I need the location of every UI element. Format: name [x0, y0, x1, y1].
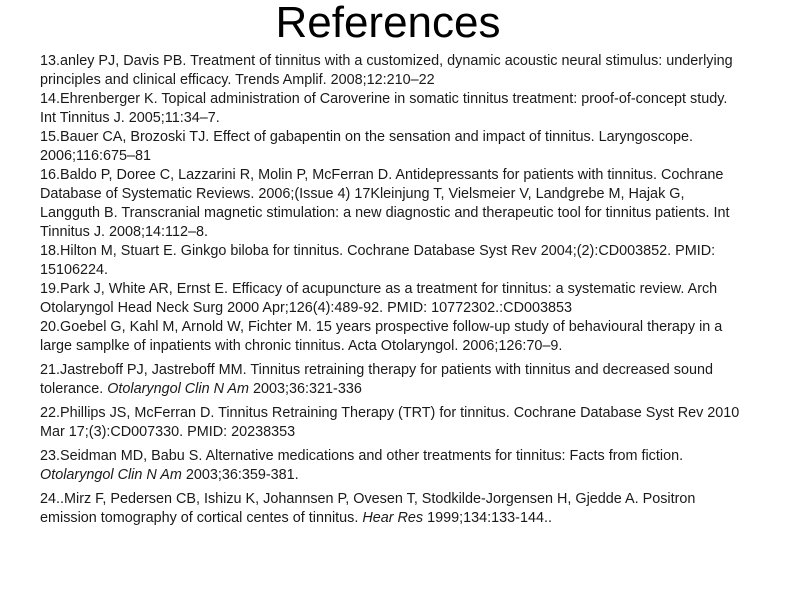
journal-name: Otolaryngol Clin N Am [40, 467, 182, 483]
journal-name: Hear Res [362, 510, 424, 526]
reference-citation: 2003;36:321-336 [249, 381, 362, 397]
reference-item-21 [40, 361, 740, 399]
slide-title: References [275, 0, 501, 47]
reference-item-16-17: 16.Baldo P, Doree C, Lazzarini R, Molin P, McFerran D. Antidepressants for patients with tinnitus. Cochrane Database of Systematic Reviews. 2006;(Issue 4) 17Kleinjung T, Vielsmeier V, Landgrebe M, Hajak G, Langguth B. Transcranial magnetic stimulation: a new diagnostic and therapeutic tool for tinnitus patients. Int Tinnitus J. 2008;14:112–8. [40, 167, 730, 240]
reference-item-19: 19.Park J, White AR, Ernst E. Efficacy of acupuncture as a treatment for tinnitus: a systematic review. Arch Otolaryngol Head Neck Surg 2000 Apr;126(4):489-92. PMID: 10772302.:CD003853 [40, 281, 718, 316]
references-list [40, 52, 740, 528]
reference-item-13: 13.anley PJ, Davis PB. Treatment of tinnitus with a customized, dynamic acoustic neural stimulus: underlying principles and clinical efficacy. Trends Amplif. 2008;12:210–22 [40, 53, 733, 88]
reference-item-15: 15.Bauer CA, Brozoski TJ. Effect of gabapentin on the sensation and impact of tinnitus. Laryngoscope. 2006;116:675–81 [40, 129, 694, 164]
reference-item-20: 20.Goebel G, Kahl M, Arnold W, Fichter M. 15 years prospective follow-up study of behavioural therapy in a large samplke of inpatients with chronic tinnitus. Acta Otolaryngol. 2006;126:70–9. [40, 319, 723, 354]
reference-text: 24..Mirz F, Pedersen CB, Ishizu K, Johannsen P, Ovesen T, Stodkilde-Jorgensen H, Gjedde A. Positron emission tomography of cortical centes of tinnitus. [40, 491, 696, 526]
reference-item-23 [40, 447, 740, 485]
journal-name: Otolaryngol Clin N Am [107, 381, 250, 397]
reference-citation: 2003;36:359-381. [181, 467, 299, 483]
reference-text: 21.Jastreboff PJ, Jastreboff MM. Tinnitus retraining therapy for patients with tinnitus and decreased sound tolerance. [40, 362, 714, 397]
reference-item-22: 22.Phillips JS, McFerran D. Tinnitus Retraining Therapy (TRT) for tinnitus. Cochrane Database Syst Rev 2010 Mar 17;(3):CD007330. PMID: 20238353 [40, 405, 740, 440]
reference-text: 23.Seidman MD, Babu S. Alternative medications and other treatments for tinnitus: Facts from fiction. [40, 448, 684, 464]
reference-item-14: 14.Ehrenberger K. Topical administration of Caroverine in somatic tinnitus treatment: proof-of-concept study. Int Tinnitus J. 2005;11:34–7. [40, 91, 728, 126]
reference-citation: 1999;134:133-144.. [423, 510, 552, 526]
reference-item-24 [40, 490, 740, 528]
reference-item-18: 18.Hilton M, Stuart E. Ginkgo biloba for tinnitus. Cochrane Database Syst Rev 2004;(2):CD003852. PMID: 15106224. [40, 243, 716, 278]
